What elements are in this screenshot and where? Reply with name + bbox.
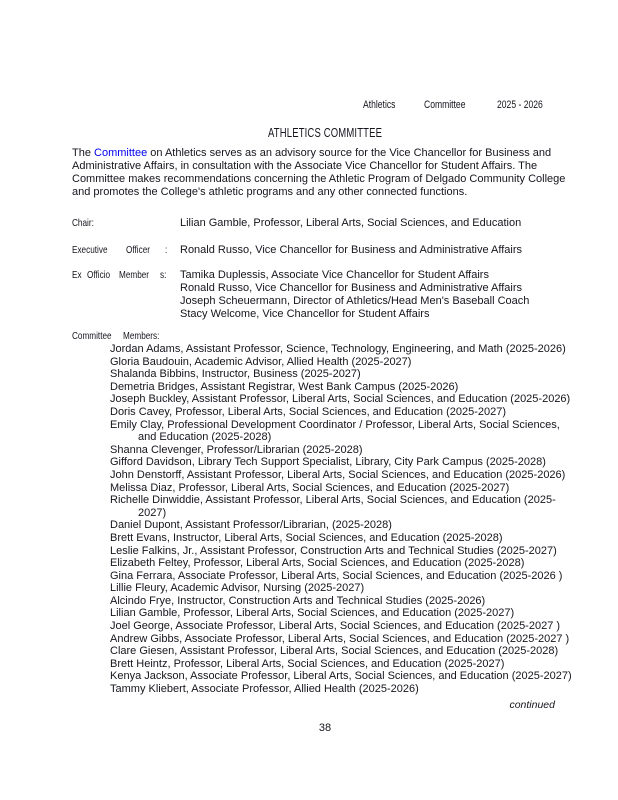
ex-officio-label: Ex Officio Member s:: [72, 269, 167, 281]
ex-officio-member: Tamika Duplessis, Associate Vice Chancellor for Student Affairs: [180, 269, 489, 281]
chair-value: Lilian Gamble, Professor, Liberal Arts, Social Sciences, and Education: [180, 217, 522, 229]
member-item: Alcindo Frye, Instructor, Construction Arts and Technical Studies (2025-2026): [110, 594, 486, 607]
member-item: Elizabeth Feltey, Professor, Liberal Arts, Social Sciences, and Education (2025-2028): [110, 557, 525, 570]
member-item: Daniel Dupont, Assistant Professor/Librarian, (2025-2028): [110, 519, 392, 532]
member-item: Richelle Dinwiddie, Assistant Professor, Liberal Arts, Social Sciences, and Education (2025-2027): [110, 494, 556, 519]
running-header-section: Athletics: [362, 99, 395, 111]
chair-label: Chair:: [72, 217, 94, 229]
member-item: Demetria Bridges, Assistant Registrar, West Bank Campus (2025-2026): [110, 380, 459, 393]
member-item: Brett Evans, Instructor, Liberal Arts, Social Sciences, and Education (2025-2028): [110, 531, 503, 544]
member-item: Shanna Clevenger, Professor/Librarian (2025-2028): [110, 443, 363, 456]
member-item: Gloria Baudouin, Academic Advisor, Allied Health (2025-2027): [110, 355, 412, 368]
member-item: Joel George, Associate Professor, Liberal Arts, Social Sciences, and Education (2025-2027 ): [110, 620, 561, 633]
member-item: Kenya Jackson, Associate Professor, Liberal Arts, Social Sciences, and Education (2025-2027): [110, 670, 572, 683]
member-item: Emily Clay, Professional Development Coordinator / Professor, Liberal Arts, Social Sciences, and Education (2025-2028): [110, 418, 560, 444]
member-item: Melissa Diaz, Professor, Liberal Arts, Social Sciences, and Education (2025-2027): [110, 481, 510, 494]
member-item: Lilian Gamble, Professor, Liberal Arts, Social Sciences, and Education (2025-2027): [110, 607, 515, 620]
ex-officio-row: [72, 269, 578, 321]
executive-officer-row: [72, 244, 578, 257]
member-item: Leslie Falkins, Jr., Assistant Professor, Construction Arts and Technical Studies (2025-2027): [110, 544, 557, 557]
member-item: Tammy Kliebert, Associate Professor, Allied Health (2025-2026): [110, 683, 419, 696]
member-item: Shalanda Bibbins, Instructor, Business (2025-2027): [110, 368, 361, 381]
intro-body: on Athletics serves as an advisory source for the Vice Chancellor for Business and Administrative Affairs, in consultation with the Associate Vice Chancellor for Student Affairs. The Committee makes recommendations concerning the Athletic Program of Delgado Community College and promotes the College's athletic programs and any other connected functions.: [72, 147, 566, 198]
ex-officio-member: Stacy Welcome, Vice Chancellor for Student Affairs: [180, 308, 430, 320]
member-item: Gina Ferrara, Associate Professor, Liberal Arts, Social Sciences, and Education (2025-2026 ): [110, 569, 563, 582]
committee-members-label: Committee Members:: [72, 330, 160, 342]
running-header: [72, 99, 578, 111]
executive-officer-label: Executive Officer :: [72, 244, 168, 256]
ex-officio-member: Joseph Scheuermann, Director of Athletics/Head Men's Baseball Coach: [180, 295, 530, 307]
member-item: Clare Giesen, Assistant Professor, Liberal Arts, Social Sciences, and Education (2025-2028): [110, 645, 559, 658]
chair-row: [72, 217, 578, 230]
member-item: Brett Heintz, Professor, Liberal Arts, Social Sciences, and Education (2025-2027): [110, 657, 505, 670]
intro-paragraph: [72, 147, 580, 199]
member-item: Lillie Fleury, Academic Advisor, Nursing (2025-2027): [110, 582, 365, 595]
member-item: Andrew Gibbs, Associate Professor, Liberal Arts, Social Sciences, and Education (2025-2027 ): [110, 632, 570, 645]
committee-members-list: [110, 343, 578, 696]
ex-officio-member: Ronald Russo, Vice Chancellor for Business and Administrative Affairs: [180, 282, 522, 294]
member-item: Joseph Buckley, Assistant Professor, Liberal Arts, Social Sciences, and Education (2025-2026): [110, 393, 571, 406]
running-header-year: 2025 - 2026: [497, 99, 544, 111]
continued-note: continued: [509, 698, 555, 711]
page-title: ATHLETICS COMMITTEE: [267, 126, 383, 140]
member-item: John Denstorff, Assistant Professor, Liberal Arts, Social Sciences, and Education (2025-2026): [110, 468, 566, 481]
executive-officer-value: Ronald Russo, Vice Chancellor for Business and Administrative Affairs: [180, 244, 522, 256]
member-item: Doris Cavey, Professor, Liberal Arts, Social Sciences, and Education (2025-2027): [110, 405, 506, 418]
intro-prefix: The: [72, 147, 95, 159]
member-item: Gifford Davidson, Library Tech Support Specialist, Library, City Park Campus (2025-2028): [110, 456, 546, 469]
member-item: Jordan Adams, Assistant Professor, Science, Technology, Engineering, and Math (2025-2026): [110, 343, 566, 355]
committee-link[interactable]: Committee: [94, 147, 148, 159]
ex-officio-values: [168, 269, 578, 321]
roles-section: [72, 217, 578, 321]
page-number: 38: [318, 721, 332, 734]
running-header-committee: Committee: [424, 99, 466, 111]
